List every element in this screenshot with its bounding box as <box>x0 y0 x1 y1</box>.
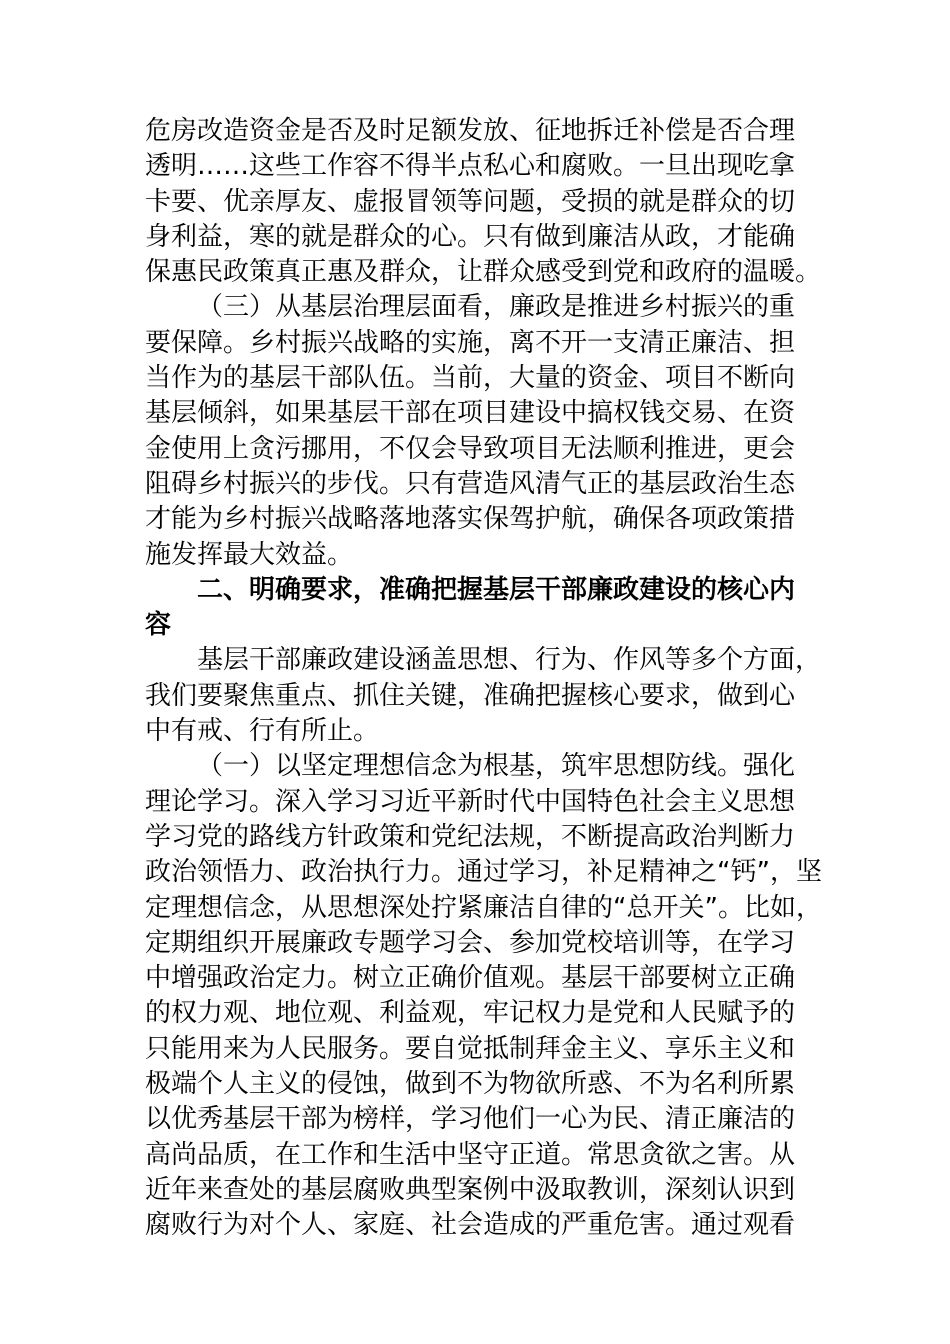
paragraph-start-line: （三）从基层治理层面看，廉政是推进乡村振兴的重 <box>197 292 796 323</box>
text-line: 保惠民政策真正惠及群众，让群众感受到党和政府的温暖。 <box>145 257 822 288</box>
text-line: 金使用上贪污挪用，不仅会导致项目无法顺利推进，更会 <box>145 433 796 464</box>
text-line: 极端个人主义的侵蚀，做到不为物欲所惑、不为名利所累 <box>145 1069 796 1100</box>
text-line: 腐败行为对个人、家庭、社会造成的严重危害。通过观看 <box>145 1210 796 1241</box>
text-line: 的权力观、地位观、利益观，牢记权力是党和人民赋予的 <box>145 998 796 1029</box>
text-line: 定理想信念，从思想深处拧紧廉洁自律的“总开关”。比如， <box>145 892 822 923</box>
text-line: 阻碍乡村振兴的步伐。只有营造风清气正的基层政治生态 <box>145 468 796 499</box>
text-line: 定期组织开展廉政专题学习会、参加党校培训等，在学习 <box>145 927 796 958</box>
text-line: 基层倾斜，如果基层干部在项目建设中搞权钱交易、在资 <box>145 398 796 429</box>
text-line: 当作为的基层干部队伍。当前，大量的资金、项目不断向 <box>145 363 796 394</box>
text-line: 中增强政治定力。树立正确价值观。基层干部要树立正确 <box>145 963 796 994</box>
section-heading-continued: 容 <box>145 610 172 641</box>
text-line: 以优秀基层干部为榜样，学习他们一心为民、清正廉洁的 <box>145 1104 796 1135</box>
section-heading: 二、明确要求，准确把握基层干部廉政建设的核心内 <box>197 574 796 605</box>
text-line: 学习党的路线方针政策和党纪法规，不断提高政治判断力 <box>145 821 796 852</box>
text-line: 政治领悟力、政治执行力。通过学习，补足精神之“钙”，坚 <box>145 857 822 888</box>
text-line: 施发挥最大效益。 <box>145 539 354 570</box>
text-line: 中有戒、行有所止。 <box>145 716 380 747</box>
text-line: 近年来查处的基层腐败典型案例中汲取教训，深刻认识到 <box>145 1174 796 1205</box>
text-line: 危房改造资金是否及时足额发放、征地拆迁补偿是否合理 <box>145 116 796 146</box>
text-line: 只能用来为人民服务。要自觉抵制拜金主义、享乐主义和 <box>145 1033 796 1064</box>
body-text <box>145 114 822 1244</box>
text-line: 要保障。乡村振兴战略的实施，离不开一支清正廉洁、担 <box>145 327 796 358</box>
text-line: 理论学习。深入学习习近平新时代中国特色社会主义思想 <box>145 786 796 817</box>
text-line: 高尚品质，在工作和生活中坚守正道。常思贪欲之害。从 <box>145 1139 796 1170</box>
text-line: 才能为乡村振兴战略落地落实保驾护航，确保各项政策措 <box>145 504 796 535</box>
text-line: 卡要、优亲厚友、虚报冒领等问题，受损的就是群众的切 <box>145 186 796 217</box>
paragraph-start-line: （一）以坚定理想信念为根基，筑牢思想防线。强化 <box>197 751 796 782</box>
paragraph-start-line: 基层干部廉政建设涵盖思想、行为、作风等多个方面， <box>197 645 822 676</box>
text-line: 身利益，寒的就是群众的心。只有做到廉洁从政，才能确 <box>145 221 796 252</box>
text-line: 透明……这些工作容不得半点私心和腐败。一旦出现吃拿 <box>145 151 796 182</box>
text-line: 我们要聚焦重点、抓住关键，准确把握核心要求，做到心 <box>145 680 796 711</box>
